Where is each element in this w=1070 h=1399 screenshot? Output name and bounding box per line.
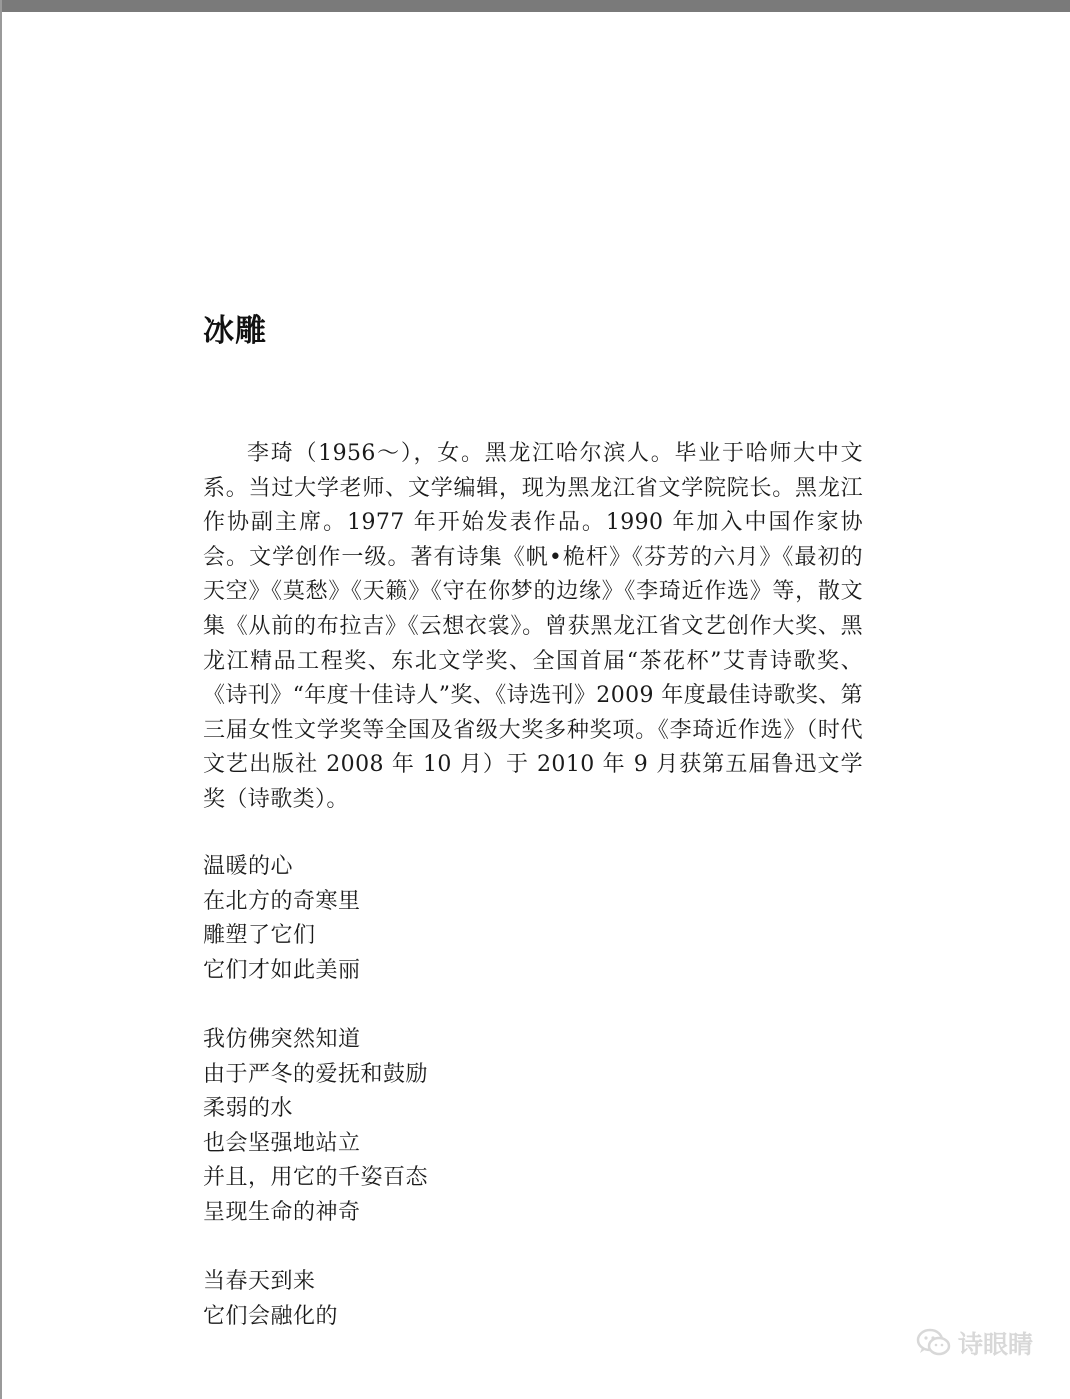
watermark-text: 诗眼睛 xyxy=(958,1330,1034,1359)
watermark xyxy=(916,1325,1033,1361)
poem-line: 在北方的奇寒里 xyxy=(203,888,361,914)
poem-title: 冰雕 xyxy=(203,313,267,349)
author-bio-paragraph: 李琦（1956～），女。黑龙江哈尔滨人。毕业于哈师大中文系。当过大学老师、文学编辑，现为黑龙江省文学院院长。黑龙江作协副主席。1977 年开始发表作品。1990 年加入中国作家协会。文学创作一级。著有诗集《帆•桅杆》《芬芳的六月》《最初的天空》《莫愁》《天籁》《守在你梦的边缘》《李琦近作选》等，散文集《从前的布拉吉》《云想衣裳》。曾获黑龙江省文艺创作大奖、黑龙江精品工程奖、东北文学奖、全国首届“茶花杯”艾青诗歌奖、《诗刊》“年度十佳诗人”奖、《诗选刊》2009 年度最佳诗歌奖、第三届女性文学奖等全国及省级大奖多种奖项。《李琦近作选》（时代文艺出版社 2008 年 10 月）于 2010 年 9 月获第五届鲁迅文学奖（诗歌类）。 xyxy=(203,441,863,812)
poem-stanza-2 xyxy=(203,1023,428,1230)
wechat-icon xyxy=(916,1327,952,1359)
document-page xyxy=(0,12,1070,1399)
poem-line: 它们才如此美丽 xyxy=(203,957,361,983)
poem-line: 柔弱的水 xyxy=(203,1096,294,1121)
poem-stanza-3 xyxy=(203,1265,338,1334)
poem-line: 雕塑了它们 xyxy=(203,923,316,948)
poem-line: 温暖的心 xyxy=(203,854,294,879)
poem-line: 它们会融化的 xyxy=(203,1303,339,1329)
top-border-bar xyxy=(0,0,1070,12)
poem-line: 我仿佛突然知道 xyxy=(203,1027,361,1052)
poem-line: 也会坚强地站立 xyxy=(203,1130,361,1156)
poem-line: 呈现生命的神奇 xyxy=(203,1199,361,1225)
poem-stanza-1 xyxy=(203,850,361,988)
poem-line: 当春天到来 xyxy=(203,1269,316,1294)
poem-line: 由于严冬的爱抚和鼓励 xyxy=(203,1061,429,1087)
poem-line: 并且，用它的千姿百态 xyxy=(203,1165,429,1190)
